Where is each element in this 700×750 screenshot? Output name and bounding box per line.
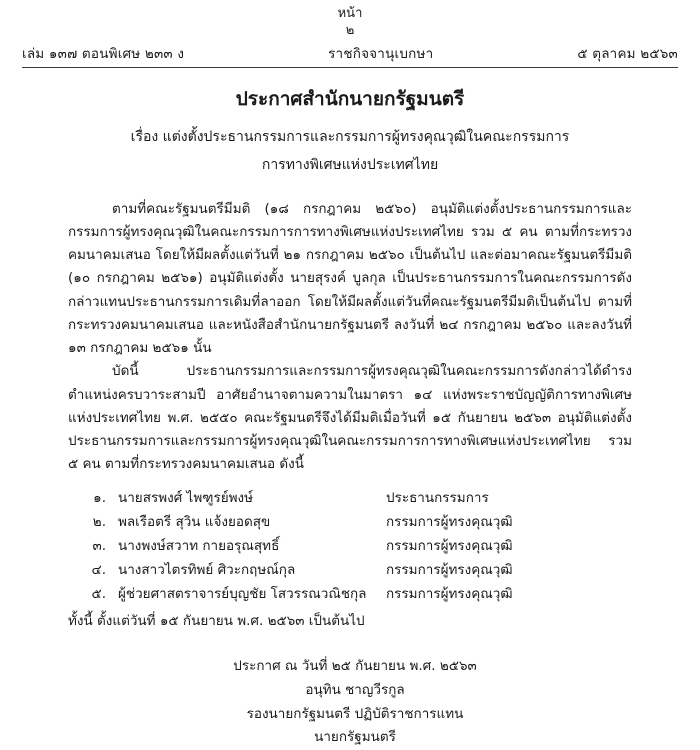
list-item-number: ๕.	[91, 586, 106, 603]
list-item-role: ประธานกรรมการ	[386, 490, 489, 507]
list-item-name: ผู้ช่วยศาสตราจารย์บุญชัย โสวรรณวณิชกุล	[118, 586, 367, 603]
page-number: ๒	[345, 22, 355, 38]
list-item	[68, 486, 632, 510]
signer-position-primary: รองนายกรัฐมนตรี ปฏิบัติราชการแทน	[246, 705, 464, 722]
list-item-role: กรรมการผู้ทรงคุณวุฒิ	[386, 514, 513, 531]
volume-info: เล่ม ๑๓๗ ตอนพิเศษ ๒๓๓ ง	[22, 45, 185, 62]
list-item-role: กรรมการผู้ทรงคุณวุฒิ	[386, 538, 513, 555]
gazette-name: ราชกิจจานุเบกษา	[328, 45, 434, 62]
list-item	[68, 510, 632, 534]
list-item-number: ๔.	[91, 562, 106, 579]
appointee-list	[68, 486, 632, 606]
list-item-name: พลเรือตรี สุวิน แจ้งยอดสุข	[118, 514, 271, 531]
list-item-number: ๒.	[92, 514, 106, 531]
list-item-name: นางพงษ์สวาท กายอรุณสุทธิ์	[118, 538, 280, 555]
header-divider	[22, 67, 678, 68]
list-item-role: กรรมการผู้ทรงคุณวุฒิ	[386, 586, 513, 603]
list-item	[68, 534, 632, 558]
subtitle-line-2: การทางพิเศษแห่งประเทศไทย	[261, 156, 439, 173]
list-item-role: กรรมการผู้ทรงคุณวุฒิ	[386, 562, 513, 579]
list-item-name: นางสาวไตรทิพย์ ศิวะกฤษณ์กุล	[118, 562, 296, 579]
publication-date: ๕ ตุลาคม ๒๕๖๓	[577, 45, 678, 62]
paragraph-2: บัดนี้ ประธานกรรมการและกรรมการผู้ทรงคุณวุฒิในคณะกรรมการดังกล่าวได้ดำรงตำแหน่งครบวาระสามปี อาศัยอำนาจตามความในมาตรา ๑๔ แห่งพระราชบัญญัติการทางพิเศษแห่งประเทศไทย พ.ศ. ๒๕๕๐ คณะรัฐมนตรีจึงได้มีมติเมื่อวันที่ ๑๕ กันยายน ๒๕๖๓ อนุมัติแต่งตั้งประธานกรรมการและกรรมการผู้ทรงคุณวุฒิในคณะกรรมการการทางพิเศษแห่งประเทศไทย รวม ๕ คน ตามที่กระทรวงคมนาคมเสนอ ดังนี้	[68, 363, 632, 473]
signer-name: อนุทิน ชาญวีรกูล	[305, 682, 405, 699]
list-item	[68, 558, 632, 582]
document-body	[68, 198, 632, 477]
signature-block	[0, 655, 700, 750]
paragraph-1: ตามที่คณะรัฐมนตรีมีมติ (๑๘ กรกฎาคม ๒๕๖๐) อนุมัติแต่งตั้งประธานกรรมการและกรรมการผู้ทรงคุณวุฒิในคณะกรรมการการทางพิเศษแห่งประเทศไทย รวม ๕ คน ตามที่กระทรวงคมนาคมเสนอ โดยให้มีผลตั้งแต่วันที่ ๒๑ กรกฎาคม ๒๕๖๐ เป็นต้นไป และต่อมาคณะรัฐมนตรีมีมติ (๑๐ กรกฎาคม ๒๕๖๑) อนุมัติแต่งตั้ง นายสุรงค์ บูลกุล เป็นประธานกรรมการในคณะกรรมการดังกล่าวแทนประธานกรรมการเดิมที่ลาออก โดยให้มีผลตั้งแต่วันที่คณะรัฐมนตรีมีมติเป็นต้นไป ตามที่กระทรวงคมนาคมเสนอ และหนังสือสำนักนายกรัฐมนตรี ลงวันที่ ๒๔ กรกฎาคม ๒๕๖๐ และลงวันที่ ๑๓ กรกฎาคม ๒๕๖๑ นั้น	[68, 200, 632, 357]
page-label: หน้า	[337, 6, 363, 21]
list-item-number: ๓.	[92, 538, 106, 555]
page-header	[0, 6, 700, 40]
signer-position-secondary: นายกรัฐมนตรี	[314, 729, 396, 746]
list-item-name: นายสรพงศ์ ไพฑูรย์พงษ์	[118, 490, 254, 507]
list-item-number: ๑.	[93, 490, 106, 507]
document-page	[0, 6, 700, 746]
announcement-date: ประกาศ ณ วันที่ ๒๕ กันยายน พ.ศ. ๒๕๖๓	[233, 658, 477, 675]
list-item	[68, 582, 632, 606]
gazette-header-row	[22, 42, 678, 64]
subtitle-line-1: เรื่อง แต่งตั้งประธานกรรมการและกรรมการผู้ทรงคุณวุฒิในคณะกรรมการ	[130, 128, 570, 145]
page-title: ประกาศสำนักนายกรัฐมนตรี	[235, 87, 465, 110]
effective-date-text: ทั้งนี้ ตั้งแต่วันที่ ๑๕ กันยายน พ.ศ. ๒๕๖๓ เป็นต้นไป	[68, 613, 365, 630]
